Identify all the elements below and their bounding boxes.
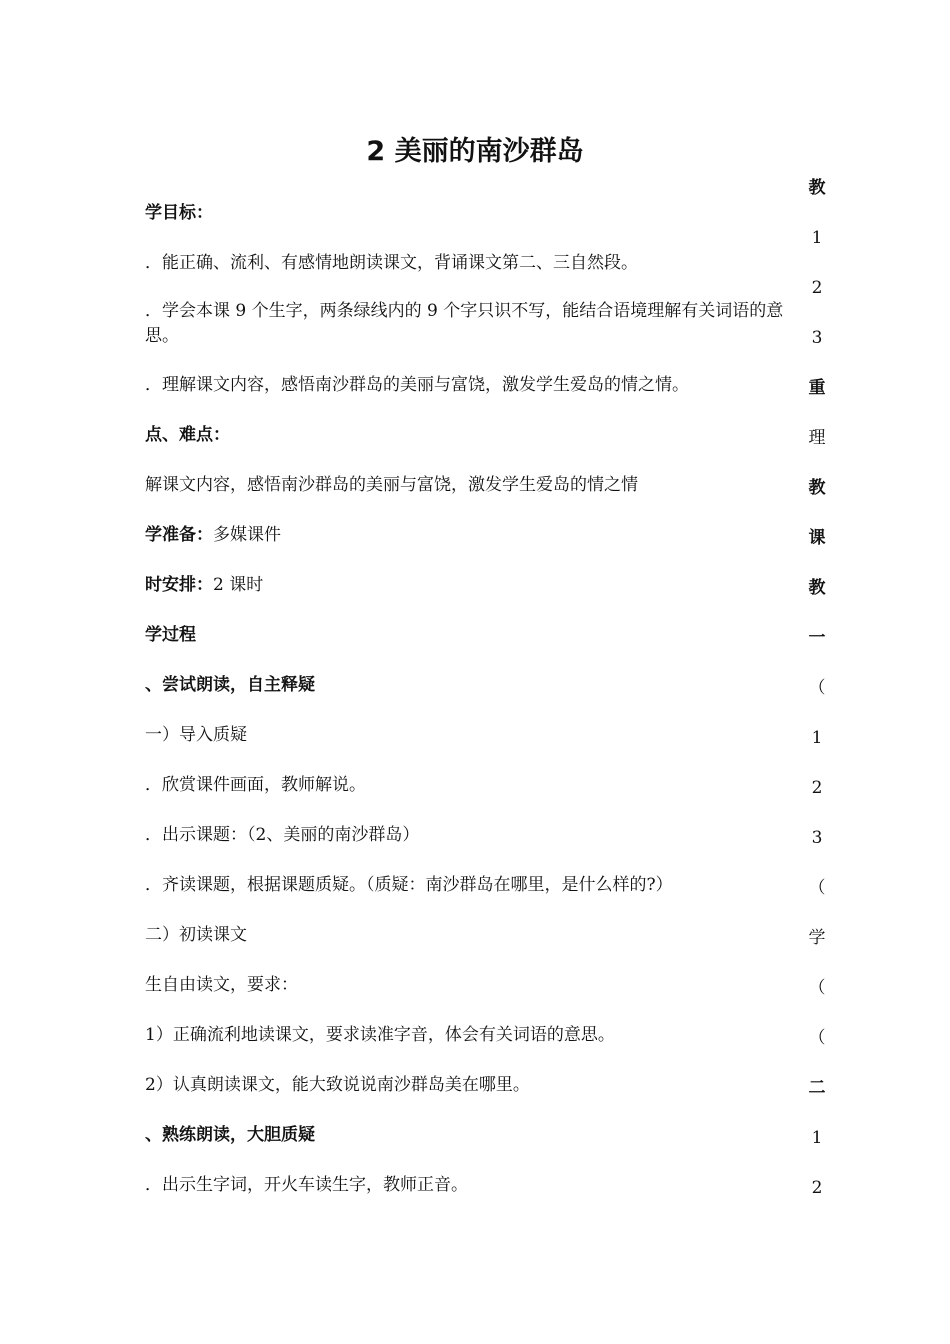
side-column-char: 一 (808, 628, 826, 648)
side-column (800, 174, 834, 1224)
step-1-1: ．欣赏课件画面，教师解说。 (145, 775, 366, 795)
step-2-intro: 生自由读文，要求： (145, 975, 298, 995)
step-1-3: ．齐读课题，根据课题质疑。（质疑：南沙群岛在哪里，是什么样的?） (145, 875, 673, 895)
page-title: 2 美丽的南沙群岛 (366, 136, 584, 167)
side-column-char: 3 (811, 328, 823, 348)
side-column-char: 1 (811, 228, 823, 248)
goal-item-1: ．能正确、流利、有感情地朗读课文，背诵课文第二、三自然段。 (145, 253, 638, 273)
preparation-value: 多媒课件 (213, 525, 281, 545)
step-2-1: 1）正确流利地读课文，要求读准字音，体会有关词语的意思。 (145, 1025, 615, 1045)
section-heading-1: 、尝试朗读，自主释疑 (145, 675, 315, 695)
side-column-char: （ (808, 878, 826, 898)
side-column-char: 学 (808, 928, 826, 948)
side-column-char: 重 (808, 378, 826, 398)
key-points-heading: 点、难点： (145, 425, 230, 445)
side-column-char: 1 (811, 728, 823, 748)
side-column-char: 2 (811, 278, 823, 298)
side-column-char: 1 (811, 1128, 823, 1148)
side-column-char: 2 (811, 1178, 823, 1198)
side-column-char: （ (808, 1028, 826, 1048)
key-points-text: 解课文内容，感悟南沙群岛的美丽与富饶，激发学生爱岛的情之情 (145, 475, 638, 495)
side-column-char: 教 (808, 178, 826, 198)
subsection-heading-2: 二）初读课文 (145, 925, 247, 945)
process-heading: 学过程 (145, 625, 196, 645)
preparation-label: 学准备： (145, 525, 213, 545)
side-column-char: 课 (808, 528, 826, 548)
side-column-char: （ (808, 678, 826, 698)
side-column-char: （ (808, 978, 826, 998)
section-heading-2: 、熟练朗读，大胆质疑 (145, 1125, 315, 1145)
step-3-1: ．出示生字词，开火车读生字，教师正音。 (145, 1175, 468, 1195)
subsection-heading-1: 一）导入质疑 (145, 725, 247, 745)
document-body (145, 199, 810, 1221)
goal-item-3: ．理解课文内容，感悟南沙群岛的美丽与富饶，激发学生爱岛的情之情。 (145, 375, 689, 395)
side-column-char: 教 (808, 578, 826, 598)
step-1-2: ．出示课题：（2、美丽的南沙群岛） (145, 825, 420, 845)
goals-heading: 学目标： (145, 203, 213, 223)
side-column-char: 二 (808, 1078, 826, 1098)
preparation-line (145, 521, 810, 549)
side-column-char: 教 (808, 478, 826, 498)
side-column-char: 2 (811, 778, 823, 798)
step-2-2: 2）认真朗读课文，能大致说说南沙群岛美在哪里。 (145, 1075, 530, 1095)
schedule-label: 时安排： (145, 575, 213, 595)
side-column-char: 3 (811, 828, 823, 848)
schedule-line (145, 571, 810, 599)
side-column-char: 理 (808, 428, 826, 448)
schedule-value: 2 课时 (213, 575, 264, 595)
goal-item-2: ．学会本课 9 个生字，两条绿线内的 9 个字只识不写，能结合语境理解有关词语的意思。 (145, 301, 784, 346)
